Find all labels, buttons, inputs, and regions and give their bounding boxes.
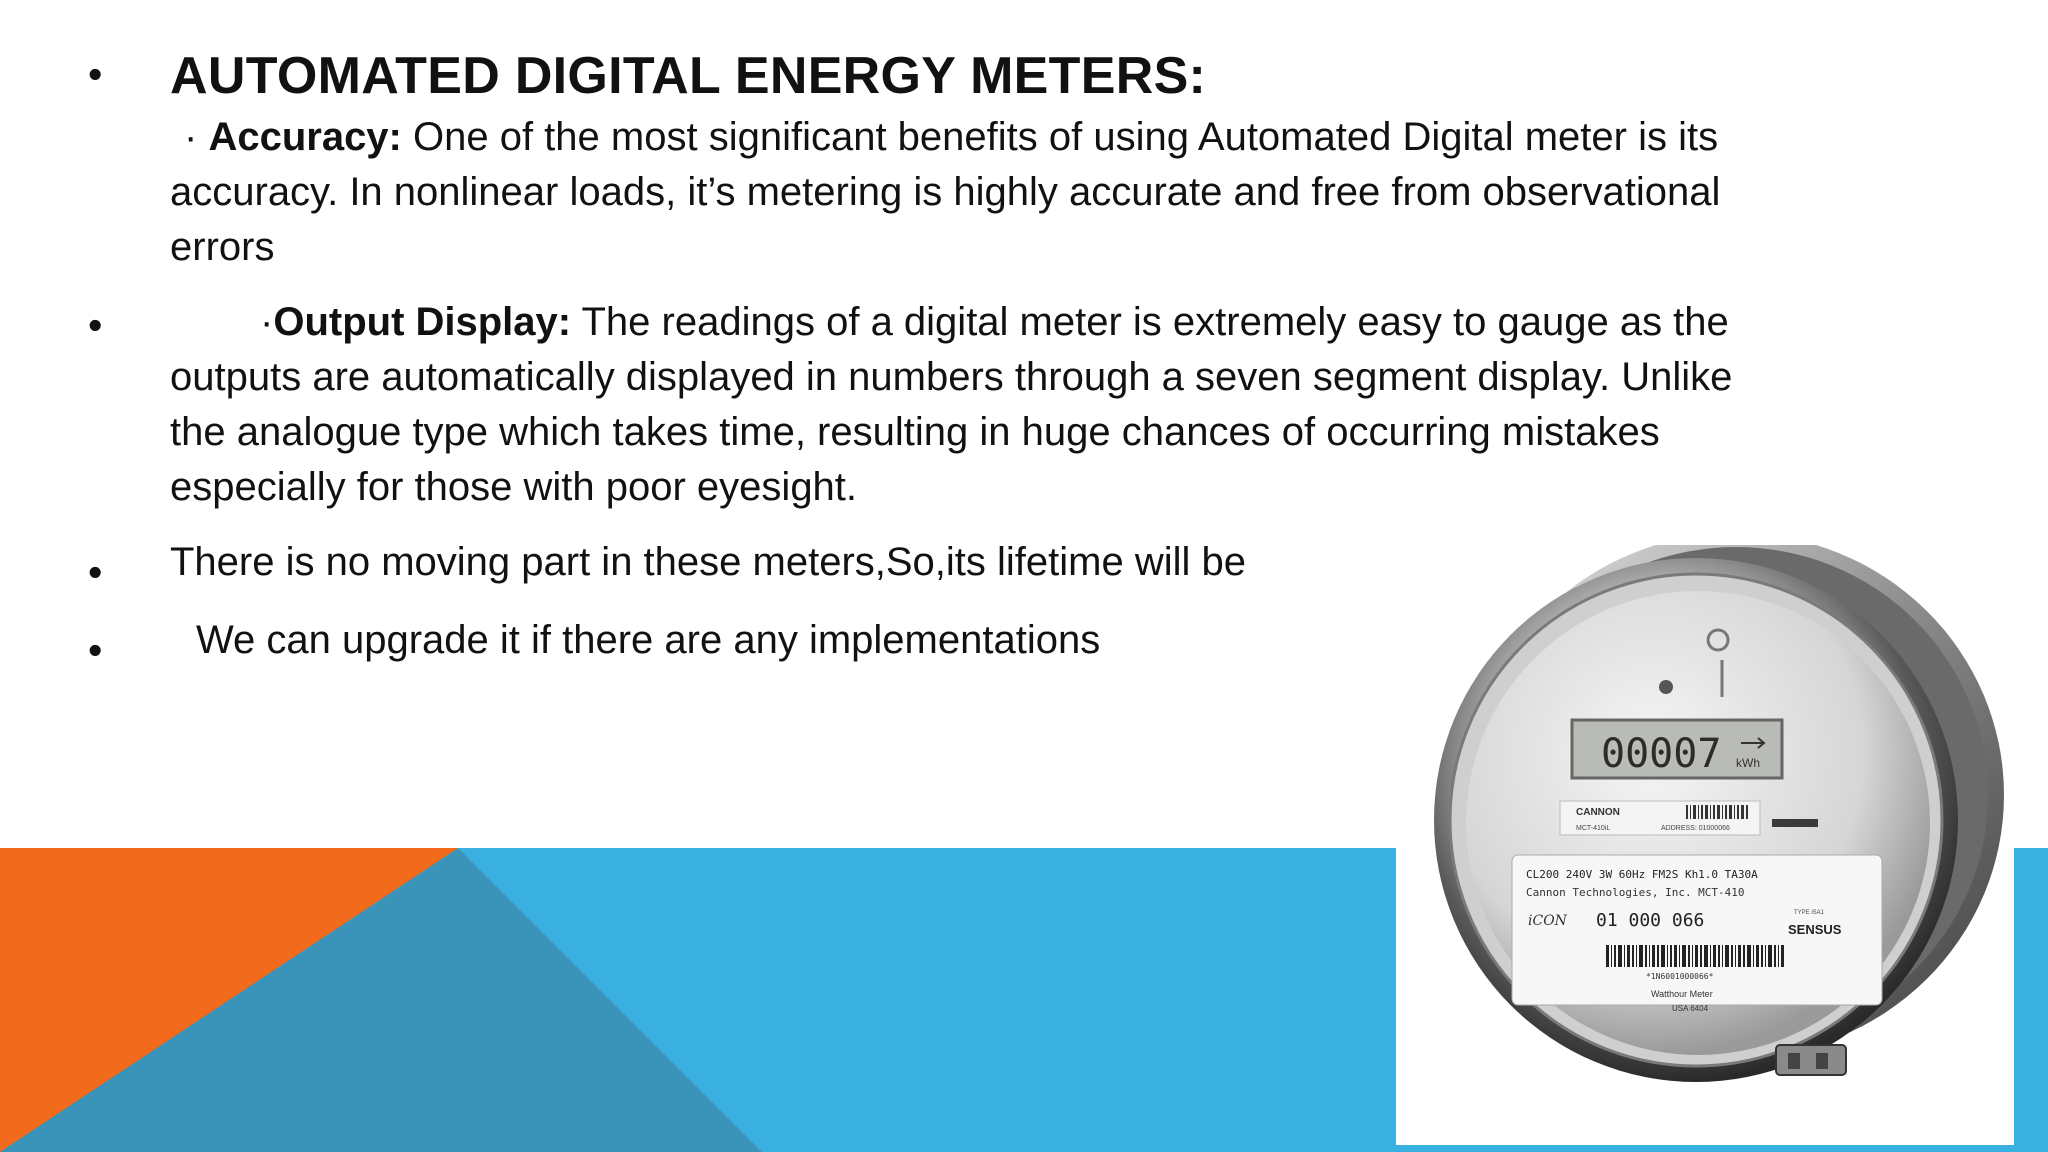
serial-number: 01 000 066: [1596, 910, 1705, 931]
slide-title: AUTOMATED DIGITAL ENERGY METERS:: [170, 47, 1207, 105]
lcd-reading: 00007: [1601, 731, 1722, 777]
moving-part-text: There is no moving part in these meters,So,its lifetime will be: [170, 540, 1246, 584]
output-prefix: ·: [260, 300, 274, 344]
type-label: TYPE iSA1: [1794, 910, 1825, 916]
energy-meter-illustration: [1396, 545, 2014, 1145]
accuracy-line-1: One of the most significant benefits of using Automated Digital meter is its: [401, 115, 1719, 159]
brand-small: CANNON: [1576, 807, 1620, 818]
caption-watthour: Watthour Meter: [1651, 989, 1713, 999]
accuracy-line-2: accuracy. In nonlinear loads, it’s metering is highly accurate and free from observational: [170, 170, 1721, 214]
output-bullet: •: [88, 302, 103, 348]
output-line-1: The readings of a digital meter is extremely easy to gauge as the: [571, 300, 1729, 344]
output-label: Output Display:: [273, 300, 572, 344]
accuracy-paragraph: [170, 110, 1970, 275]
title-bullet: •: [88, 51, 103, 97]
address-text: ADDRESS: 01000066: [1661, 825, 1730, 832]
moving-part-bullet: •: [88, 549, 103, 595]
upgrade-bullet: •: [88, 627, 103, 673]
accuracy-line-3: errors: [170, 225, 275, 269]
accuracy-label: Accuracy:: [208, 115, 402, 159]
caption-usa: USA 6404: [1672, 1004, 1709, 1013]
meter-clamp: [1776, 1045, 1846, 1075]
lcd-unit: kWh: [1736, 756, 1760, 770]
upgrade-text: We can upgrade it if there are any implementations: [196, 618, 1101, 662]
energy-meter-photo: [1396, 545, 2014, 1145]
output-line-2: outputs are automatically displayed in numbers through a seven segment display. Unlike: [170, 355, 1733, 399]
output-line-3: the analogue type which takes time, resulting in huge chances of occurring mistakes: [170, 410, 1660, 454]
barcode-text: *1N6001000066*: [1646, 972, 1714, 981]
icon-logo: iCON: [1528, 913, 1567, 929]
output-display-paragraph: [170, 295, 1970, 515]
output-line-4: especially for those with poor eyesight.: [170, 465, 858, 509]
model-small: MCT-410iL: [1576, 825, 1611, 832]
sensus-logo: SENSUS: [1788, 922, 1842, 937]
maker-line: Cannon Technologies, Inc. MCT-410: [1526, 886, 1745, 899]
accuracy-prefix: ·: [184, 115, 209, 159]
barcode: [1606, 945, 1784, 967]
spec-line: CL200 240V 3W 60Hz FM2S Kh1.0 TA30A: [1526, 868, 1758, 881]
